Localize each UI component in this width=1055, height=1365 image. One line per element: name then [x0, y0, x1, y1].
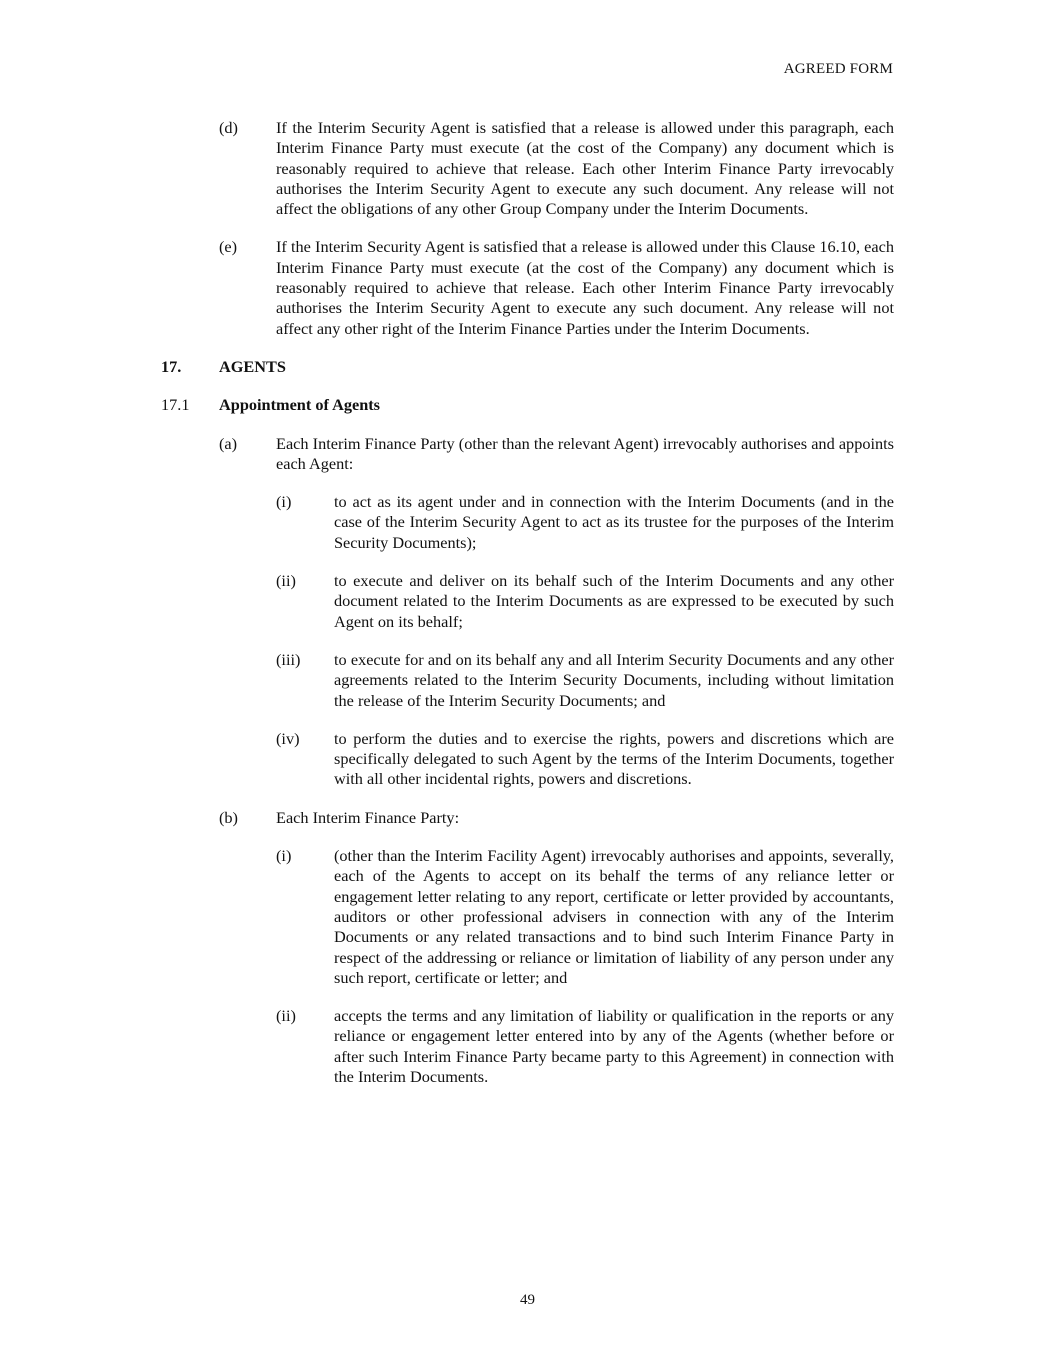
- page-number: 49: [520, 1292, 535, 1308]
- paragraph-text: If the Interim Security Agent is satisfied that a release is allowed under this Clause 16.10, each Interim Finance Party must execute (at the cost of the Company) any document which is reasonably required to achieve that release. Each other Interim Finance Party irrevocably authorises the Interim Security Agent to execute any such document. Any release will not affect any other right of the Interim Finance Parties under the Interim Documents.: [276, 237, 894, 338]
- section-title: AGENTS: [219, 356, 286, 376]
- item-label: (ii): [276, 571, 296, 591]
- clause-a-item-iii: [161, 650, 894, 711]
- item-text: to perform the duties and to exercise the rights, powers and discretions which are specifically delegated to such Agent by the terms of the Interim Documents, together with all other incidental rights, powers and discretions.: [334, 728, 894, 789]
- clause-a-item-iv: [161, 729, 894, 790]
- paragraph-label: (d): [219, 118, 238, 137]
- item-text: (other than the Interim Facility Agent) irrevocably authorises and appoints, severally, each of the Agents to accept on its behalf the terms of any reliance letter or engagement letter relating to any report, certificate or letter provided by accountants, auditors or other professional advisers in connection with any of the Interim Documents or any related transactions and to bind such Interim Finance Party in respect of the addressing or reliance or limitation of liability of any person under any such report, certificate or letter; and: [334, 846, 894, 987]
- clause-a-item-ii: [161, 571, 894, 632]
- clause-text: Each Interim Finance Party:: [276, 807, 460, 827]
- item-text: accepts the terms and any limitation of liability or qualification in the reports or any reliance or engagement letter entered into by any of the Agents (whether before or after such Interim Finance Party became party to this Agreement) in connection with the Interim Documents.: [334, 1006, 894, 1086]
- clause-b-item-ii: [161, 1006, 894, 1087]
- clause-a-item-i: [161, 492, 894, 553]
- item-label: (ii): [276, 1006, 296, 1026]
- item-label: (i): [276, 492, 292, 512]
- clause-b: [161, 808, 894, 828]
- item-text: to execute and deliver on its behalf such of the Interim Documents and any other document related to the Interim Documents as are expressed to be executed by such Agent on its behalf;: [334, 571, 894, 631]
- item-label: (iii): [276, 649, 301, 669]
- subsection-heading: [161, 395, 894, 415]
- item-label: (i): [276, 846, 292, 866]
- item-text: to act as its agent under and in connection with the Interim Documents (and in the case of the Interim Security Agent to act as its trustee for the purposes of the Interim Security Documents);: [334, 492, 894, 552]
- item-label: (iv): [276, 728, 300, 748]
- document-header: AGREED FORM: [783, 61, 893, 77]
- clause-label: (a): [219, 433, 238, 453]
- clause-b-item-i: [161, 846, 894, 988]
- clause-text: Each Interim Finance Party (other than the relevant Agent) irrevocably authorises and appoints each Agent:: [276, 433, 894, 473]
- paragraph-d: [161, 118, 894, 219]
- paragraph-label: (e): [219, 237, 238, 257]
- item-text: to execute for and on its behalf any and all Interim Security Documents and any other agreements related to the Interim Security Documents, including without limitation the release of the Interim Security Documents; and: [334, 649, 894, 710]
- paragraph-text: If the Interim Security Agent is satisfied that a release is allowed under this paragraph, each Interim Finance Party must execute (at the cost of the Company) any document which is reasonably required to achieve that release. Each other Interim Finance Party irrevocably authorises the Interim Security Agent to execute any such document. Any release will not affect the obligations of any other Group Company under the Interim Documents.: [276, 118, 894, 219]
- clause-a: [161, 434, 894, 475]
- subsection-title: Appointment of Agents: [219, 395, 381, 415]
- clause-label: (b): [219, 807, 238, 827]
- section-number: 17.: [161, 356, 182, 376]
- section-heading: [161, 357, 894, 377]
- paragraph-e: [161, 237, 894, 338]
- document-body: [161, 118, 894, 1087]
- subsection-number: 17.1: [161, 395, 190, 415]
